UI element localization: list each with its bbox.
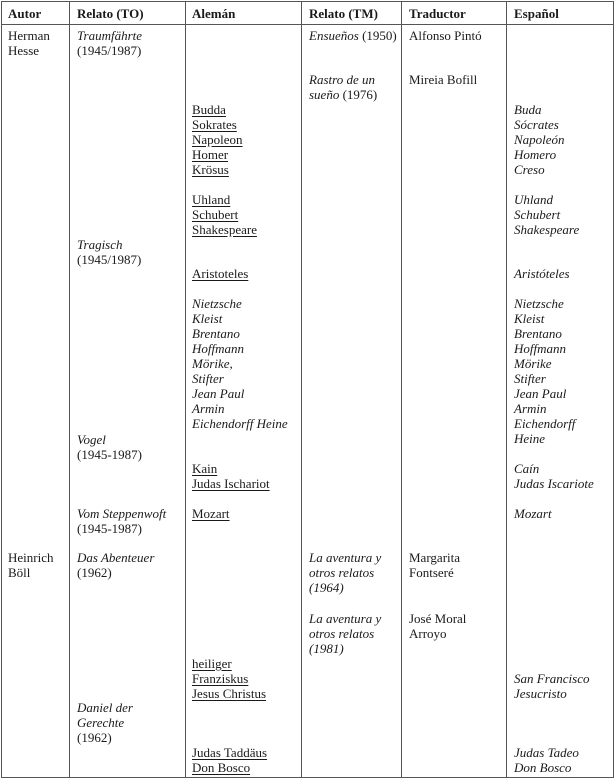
- spanish-name: Stifter: [514, 371, 546, 386]
- translator-name-line: Margarita: [409, 550, 461, 565]
- relato-to-cell: [77, 700, 133, 745]
- author-name-line: Heinrich: [8, 550, 54, 565]
- author-cell: [8, 28, 50, 58]
- german-name-group: [192, 745, 267, 775]
- relato-to-cell: [77, 237, 141, 267]
- story-title: Ensueños: [309, 28, 359, 43]
- header-autor: Autor: [8, 6, 42, 21]
- spanish-name: Hoffmann: [514, 341, 566, 356]
- story-title: La aventura y: [309, 611, 382, 626]
- german-name: heiliger: [192, 656, 232, 671]
- relato-tm-cell: [309, 72, 377, 102]
- german-name: Stifter: [192, 371, 224, 386]
- spanish-name: Buda: [514, 102, 542, 117]
- spanish-name: Napoleón: [514, 132, 565, 147]
- spanish-name-group: [514, 296, 575, 446]
- spanish-name: Jean Paul: [514, 386, 567, 401]
- german-name: Uhland: [192, 192, 231, 207]
- story-year: (1976): [339, 87, 378, 102]
- story-title: (1964): [309, 580, 344, 595]
- story-year: (1950): [358, 28, 397, 43]
- german-name: Mozart: [192, 506, 230, 521]
- relato-tm-cell: [309, 28, 397, 43]
- german-name: Eichendorff Heine: [192, 416, 288, 431]
- translator-cell: [409, 550, 460, 580]
- story-year: (1945-1987): [77, 447, 142, 462]
- story-title: Tragisch: [77, 237, 123, 252]
- german-name: Kain: [192, 461, 218, 476]
- spanish-name-group: [514, 671, 589, 701]
- german-name-group: [192, 656, 266, 701]
- german-name: Mörike,: [192, 356, 233, 371]
- german-name: Nietzsche: [192, 296, 242, 311]
- german-name: Schubert: [192, 207, 239, 222]
- header-relato-tm: Relato (TM): [309, 6, 378, 21]
- story-year: (1962): [77, 565, 112, 580]
- author-name-line: Böll: [8, 565, 31, 580]
- spanish-name: Nietzsche: [514, 296, 564, 311]
- german-name-group: [192, 461, 270, 491]
- translator-name-line: Mireia Bofill: [409, 72, 478, 87]
- spanish-name: Armin: [514, 401, 547, 416]
- header-relato-to: Relato (TO): [77, 6, 144, 21]
- spanish-name: Judas Tadeo: [514, 745, 579, 760]
- german-name: Judas Ischariot: [192, 476, 270, 491]
- header-aleman: Alemán: [192, 6, 236, 21]
- story-year: (1945/1987): [77, 43, 142, 58]
- german-name: Homer: [192, 147, 229, 162]
- relato-to-cell: [77, 28, 142, 58]
- spanish-name: Homero: [514, 147, 557, 162]
- german-name: Aristoteles: [192, 266, 249, 281]
- spanish-name: Shakespeare: [514, 222, 580, 237]
- column-divider: [69, 2, 70, 777]
- spanish-name: San Francisco: [514, 671, 590, 686]
- translation-table: [1, 1, 614, 778]
- story-title: Vogel: [77, 432, 106, 447]
- spanish-name: Schubert: [514, 207, 561, 222]
- story-title: La aventura y: [309, 550, 382, 565]
- story-title: sueño: [309, 87, 340, 102]
- story-title-line: [309, 87, 377, 102]
- relato-to-cell: [77, 506, 166, 536]
- spanish-name-group: [514, 266, 570, 281]
- german-name: Hoffmann: [192, 341, 244, 356]
- header-divider: [2, 24, 613, 25]
- story-title: Daniel der: [77, 700, 133, 715]
- spanish-name-group: [514, 745, 579, 775]
- relato-to-cell: [77, 432, 142, 462]
- translator-cell: [409, 611, 466, 641]
- story-year: (1945/1987): [77, 252, 142, 267]
- german-name: Kleist: [192, 311, 223, 326]
- spanish-name-group: [514, 506, 552, 521]
- spanish-name: Kleist: [514, 311, 545, 326]
- relato-tm-cell: [309, 611, 381, 656]
- translator-name-line: Fontseré: [409, 565, 454, 580]
- spanish-name: Uhland: [514, 192, 553, 207]
- german-name: Brentano: [192, 326, 240, 341]
- translator-name-line: Alfonso Pintó: [409, 28, 482, 43]
- column-divider: [401, 2, 402, 777]
- german-name: Shakespeare: [192, 222, 257, 237]
- relato-tm-cell: [309, 550, 381, 595]
- story-title: Vom Steppenwoft: [77, 506, 167, 521]
- german-name-group: [192, 296, 288, 431]
- author-name-line: Herman: [8, 28, 50, 43]
- story-year: (1945-1987): [77, 521, 142, 536]
- spanish-name: Eichendorff: [514, 416, 576, 431]
- column-divider: [301, 2, 302, 777]
- story-year: (1962): [77, 730, 112, 745]
- spanish-name-group: [514, 102, 565, 177]
- spanish-name: Heine: [514, 431, 546, 446]
- story-title: otros relatos: [309, 565, 375, 580]
- spanish-name: Caín: [514, 461, 540, 476]
- story-title: Das Abenteuer: [77, 550, 155, 565]
- translator-name-line: Arroyo: [409, 626, 447, 641]
- header-traductor: Traductor: [409, 6, 466, 21]
- spanish-name-group: [514, 461, 594, 491]
- german-name: Sokrates: [192, 117, 237, 132]
- spanish-name: Judas Iscariote: [514, 476, 594, 491]
- story-title: Gerechte: [77, 715, 125, 730]
- translator-cell: [409, 28, 482, 43]
- column-divider: [185, 2, 186, 777]
- author-cell: [8, 550, 53, 580]
- german-name: Napoleon: [192, 132, 243, 147]
- spanish-name: Brentano: [514, 326, 562, 341]
- relato-to-cell: [77, 550, 154, 580]
- story-title: otros relatos: [309, 626, 375, 641]
- story-title-line: [309, 28, 397, 43]
- german-name: Krösus: [192, 162, 229, 177]
- column-divider: [506, 2, 507, 777]
- spanish-name: Aristóteles: [514, 266, 570, 281]
- spanish-name: Sócrates: [514, 117, 559, 132]
- german-name: Franziskus: [192, 671, 249, 686]
- story-title: Traumfährte: [77, 28, 143, 43]
- german-name-group: [192, 102, 243, 177]
- story-title: Rastro de un: [309, 72, 375, 87]
- translator-cell: [409, 72, 477, 87]
- german-name-group: [192, 266, 248, 281]
- german-name-group: [192, 506, 230, 521]
- german-name: Jesus Christus: [192, 686, 267, 701]
- story-title: (1981): [309, 641, 344, 656]
- spanish-name-group: [514, 192, 579, 237]
- author-name-line: Hesse: [8, 43, 40, 58]
- spanish-name: Creso: [514, 162, 545, 177]
- spanish-name: Don Bosco: [514, 760, 572, 775]
- german-name: Judas Taddäus: [192, 745, 268, 760]
- header-espanol: Español: [514, 6, 559, 21]
- translator-name-line: José Moral: [409, 611, 467, 626]
- spanish-name: Jesucristo: [514, 686, 567, 701]
- german-name-group: [192, 192, 257, 237]
- spanish-name: Mozart: [514, 506, 552, 521]
- german-name: Don Bosco: [192, 760, 251, 775]
- german-name: Armin: [192, 401, 225, 416]
- german-name: Jean Paul: [192, 386, 245, 401]
- german-name: Budda: [192, 102, 226, 117]
- spanish-name: Mörike: [514, 356, 552, 371]
